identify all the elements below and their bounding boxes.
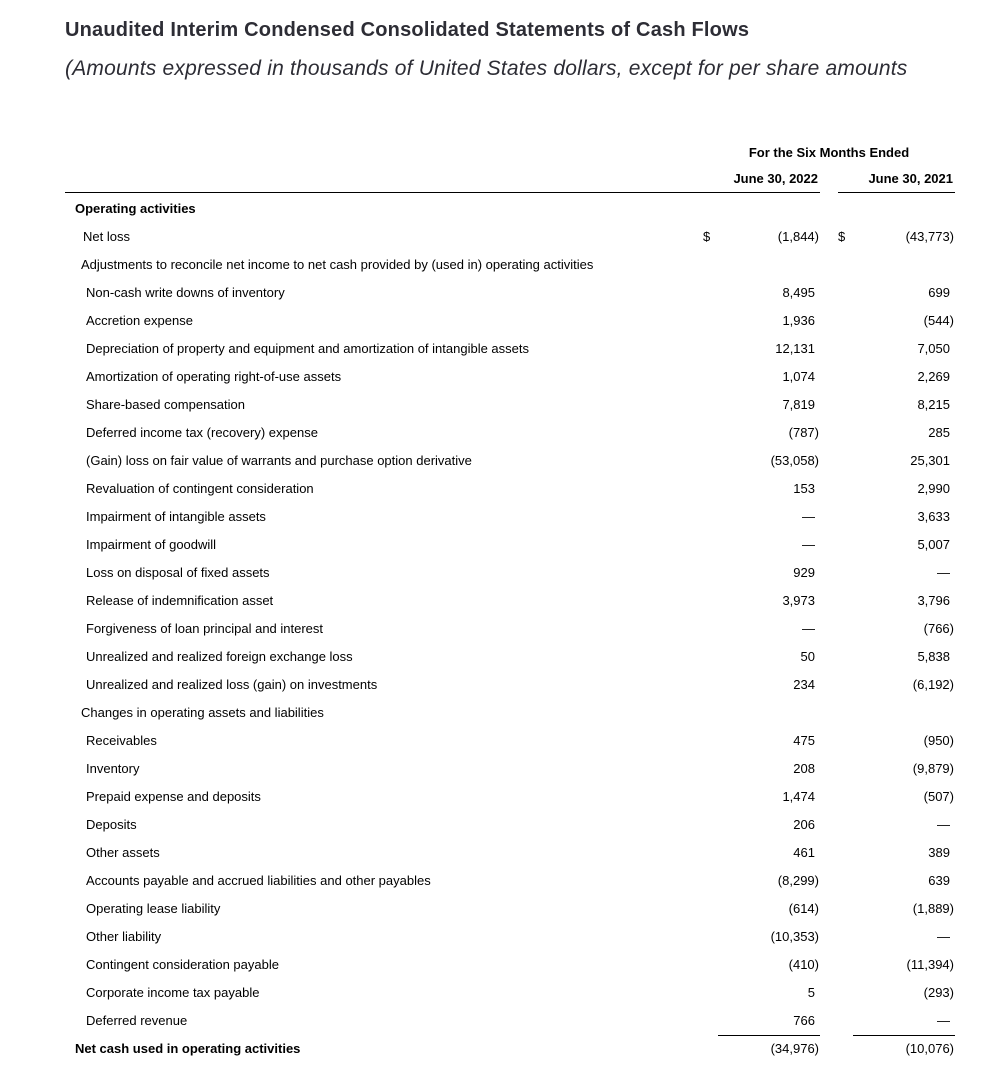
column-gap [820,839,838,867]
row-label: Impairment of goodwill [86,537,217,552]
table-row [65,531,955,559]
value-2022: (614) [788,901,819,916]
table-row [65,307,955,335]
column-gap [820,307,838,335]
value-2021: (11,394) [906,957,954,972]
table-row [65,615,955,643]
currency-symbol-2021 [838,279,853,307]
currency-symbol-2022 [703,783,718,811]
table-row [65,195,955,223]
currency-symbol-2021 [838,363,853,391]
row-label: Deferred revenue [86,1013,188,1028]
value-2021: 3,796 [917,593,950,608]
value-2021 [853,251,955,279]
value-2021: 8,215 [917,397,950,412]
column-header-2021: June 30, 2021 [853,165,955,193]
column-gap [820,475,838,503]
value-2021 [853,195,955,223]
column-gap [820,1035,838,1063]
value-2021: (544) [923,313,954,328]
value-2021: — [937,817,950,832]
column-gap [820,727,838,755]
column-gap [820,223,838,251]
row-label: Operating activities [75,201,196,216]
row-label: (Gain) loss on fair value of warrants and purchase option derivative [86,453,472,468]
column-gap [820,419,838,447]
column-gap [820,979,838,1007]
table-row [65,811,955,839]
value-2022: 50 [800,649,815,664]
currency-symbol-2021 [838,699,853,727]
column-gap [820,559,838,587]
value-2021: 2,990 [917,481,950,496]
value-2022: (53,058) [770,453,819,468]
column-gap [820,391,838,419]
row-label: Accretion expense [86,313,193,328]
currency-symbol-2022 [703,587,718,615]
currency-symbol-2022 [703,727,718,755]
value-2022: (34,976) [770,1041,819,1056]
currency-symbol-2022 [703,195,718,223]
column-gap [820,811,838,839]
currency-symbol-2021 [838,1035,853,1063]
currency-symbol-2021 [838,727,853,755]
table-row [65,1007,955,1035]
column-gap [820,615,838,643]
currency-symbol-2022 [703,503,718,531]
value-2021: (293) [923,985,954,1000]
value-2022: 7,819 [782,397,815,412]
table-row [65,867,955,895]
column-gap [820,867,838,895]
period-header: For the Six Months Ended [748,145,910,160]
table-row [65,475,955,503]
currency-symbol-2021 [838,475,853,503]
value-2022: 929 [793,565,815,580]
column-gap [820,923,838,951]
page-title: Unaudited Interim Condensed Consolidated Statements of Cash Flows [65,19,750,41]
row-label: Unrealized and realized loss (gain) on investments [86,677,378,692]
row-label: Non-cash write downs of inventory [86,285,285,300]
value-2022: 1,474 [782,789,815,804]
column-gap [820,587,838,615]
currency-symbol-2021 [838,895,853,923]
value-2021: — [853,1007,955,1036]
currency-symbol-2022 [703,755,718,783]
currency-symbol-2022 [703,811,718,839]
row-label: Receivables [86,733,157,748]
table-row [65,559,955,587]
currency-symbol-2021 [838,615,853,643]
row-label: Adjustments to reconcile net income to net cash provided by (used in) operating activities [81,257,594,272]
value-2022: (410) [788,957,819,972]
table-row [65,1035,955,1063]
currency-symbol-2022 [703,951,718,979]
value-2022: 766 [718,1007,820,1036]
value-2022 [718,699,820,727]
row-label: Share-based compensation [86,397,245,412]
value-2021: (766) [923,621,954,636]
currency-symbol-2021 [838,251,853,279]
column-gap [820,951,838,979]
column-gap [820,251,838,279]
table-row [65,251,955,279]
currency-symbol-2021 [838,643,853,671]
row-label: Contingent consideration payable [86,957,279,972]
value-2022: 1,936 [782,313,815,328]
value-2021: — [937,929,950,944]
value-2021: 699 [928,285,950,300]
row-label: Corporate income tax payable [86,985,260,1000]
table-row [65,783,955,811]
currency-symbol-2021 [838,923,853,951]
currency-symbol-2021 [838,503,853,531]
row-label: Accounts payable and accrued liabilities and other payables [86,873,431,888]
value-2021: (950) [923,733,954,748]
currency-symbol-2022 [703,1035,718,1063]
currency-symbol-2021 [838,1007,853,1036]
value-2021: (43,773) [905,229,954,244]
currency-symbol-2022 [703,895,718,923]
currency-symbol-2021 [838,839,853,867]
table-row [65,391,955,419]
column-gap [820,195,838,223]
currency-symbol-2022 [703,699,718,727]
value-2022: 12,131 [775,341,815,356]
value-2021: 5,838 [917,649,950,664]
table-row [65,419,955,447]
currency-symbol-2021 [838,559,853,587]
currency-symbol-2021 [838,811,853,839]
currency-symbol-2022 [703,671,718,699]
table-row [65,979,955,1007]
value-2022: — [802,537,815,552]
value-2022: — [802,509,815,524]
value-2022 [718,195,820,223]
currency-symbol-2022 [703,839,718,867]
column-gap [820,165,838,193]
table-row [65,279,955,307]
value-2022: (8,299) [777,873,819,888]
table-row [65,503,955,531]
row-label: Changes in operating assets and liabilities [81,705,324,720]
value-2022: 5 [807,985,815,1000]
value-2022: 208 [793,761,815,776]
currency-symbol-2022 [703,867,718,895]
row-label: Loss on disposal of fixed assets [86,565,270,580]
currency-column-spacer [703,165,718,193]
value-2021: 3,633 [917,509,950,524]
table-row [65,587,955,615]
value-2021: (1,889) [912,901,954,916]
column-gap [820,447,838,475]
row-label: Depreciation of property and equipment and amortization of intangible assets [86,341,529,356]
column-gap [820,643,838,671]
table-row [65,839,955,867]
value-2021 [853,699,955,727]
row-label: Net loss [83,229,130,244]
currency-symbol-2022 [703,419,718,447]
value-2021: 2,269 [917,369,950,384]
currency-symbol-2022 [703,307,718,335]
currency-symbol-2021 [838,531,853,559]
table-row [65,671,955,699]
cash-flow-table [65,140,955,1063]
currency-symbol-2021 [838,951,853,979]
value-2021: 7,050 [917,341,950,356]
table-row [65,895,955,923]
row-label: Unrealized and realized foreign exchange loss [86,649,353,664]
column-header-row [65,165,955,192]
value-2022: (1,844) [777,229,819,244]
column-header-2022: June 30, 2022 [718,165,820,193]
value-2021: (10,076) [905,1041,954,1056]
value-2022: 8,495 [782,285,815,300]
table-row [65,447,955,475]
table-row [65,699,955,727]
table-row [65,223,955,251]
currency-symbol-2021 [838,419,853,447]
currency-symbol-2021 [838,755,853,783]
column-gap [820,363,838,391]
row-label: Net cash used in operating activities [75,1041,301,1056]
row-label: Release of indemnification asset [86,593,274,608]
column-gap [820,755,838,783]
row-label: Impairment of intangible assets [86,509,266,524]
value-2022: 475 [793,733,815,748]
column-gap [820,279,838,307]
row-label: Prepaid expense and deposits [86,789,261,804]
currency-symbol-2021: $ [838,229,846,244]
value-2021: (507) [923,789,954,804]
spacer-cell [65,165,703,193]
currency-symbol-2022 [703,559,718,587]
table-row [65,923,955,951]
value-2022: 206 [793,817,815,832]
currency-symbol-2021 [838,979,853,1007]
value-2022: 1,074 [782,369,815,384]
column-gap [820,531,838,559]
row-label: Amortization of operating right-of-use assets [86,369,342,384]
value-2021: 5,007 [917,537,950,552]
currency-symbol-2021 [838,783,853,811]
currency-symbol-2022 [703,979,718,1007]
value-2022: (10,353) [770,929,819,944]
value-2022: (787) [788,425,819,440]
value-2021: 285 [928,425,950,440]
currency-symbol-2021 [838,867,853,895]
currency-symbol-2022 [703,475,718,503]
column-gap [820,503,838,531]
value-2021: (6,192) [912,677,954,692]
column-gap [820,783,838,811]
value-2022: 461 [793,845,815,860]
value-2021: 25,301 [910,453,950,468]
row-label: Operating lease liability [86,901,221,916]
column-gap [820,895,838,923]
value-2022: 153 [793,481,815,496]
table-row [65,755,955,783]
currency-symbol-2022 [703,279,718,307]
currency-symbol-2022 [703,391,718,419]
currency-symbol-2022 [703,335,718,363]
currency-symbol-2021 [838,307,853,335]
column-gap [820,699,838,727]
currency-symbol-2022: $ [703,229,711,244]
row-label: Forgiveness of loan principal and interest [86,621,324,636]
row-label: Deferred income tax (recovery) expense [86,425,318,440]
column-gap [820,335,838,363]
currency-symbol-2021 [838,587,853,615]
currency-symbol-2022 [703,643,718,671]
row-label: Inventory [86,761,140,776]
value-2021: — [937,565,950,580]
period-header-row [65,140,955,165]
currency-symbol-2022 [703,251,718,279]
table-row [65,951,955,979]
column-gap [820,671,838,699]
currency-symbol-2021 [838,391,853,419]
column-gap [820,1007,838,1036]
currency-symbol-2022 [703,363,718,391]
value-2021: (9,879) [912,761,954,776]
currency-symbol-2022 [703,615,718,643]
table-row [65,335,955,363]
table-row [65,643,955,671]
currency-symbol-2022 [703,923,718,951]
currency-symbol-2022 [703,531,718,559]
table-row [65,363,955,391]
row-label: Revaluation of contingent consideration [86,481,314,496]
currency-symbol-2021 [838,335,853,363]
value-2021: 389 [928,845,950,860]
row-label: Other assets [86,845,160,860]
currency-symbol-2022 [703,1007,718,1036]
value-2021: 639 [928,873,950,888]
value-2022: — [802,621,815,636]
currency-column-spacer [838,165,853,193]
table-body [65,195,955,1063]
page-subtitle: (Amounts expressed in thousands of United States dollars, except for per share amounts [65,57,908,80]
value-2022: 234 [793,677,815,692]
row-label: Deposits [86,817,137,832]
value-2022 [718,251,820,279]
table-row [65,727,955,755]
currency-symbol-2021 [838,447,853,475]
currency-symbol-2021 [838,671,853,699]
value-2022: 3,973 [782,593,815,608]
currency-symbol-2021 [838,195,853,223]
currency-symbol-2022 [703,447,718,475]
row-label: Other liability [86,929,162,944]
spacer-cell [65,140,703,165]
